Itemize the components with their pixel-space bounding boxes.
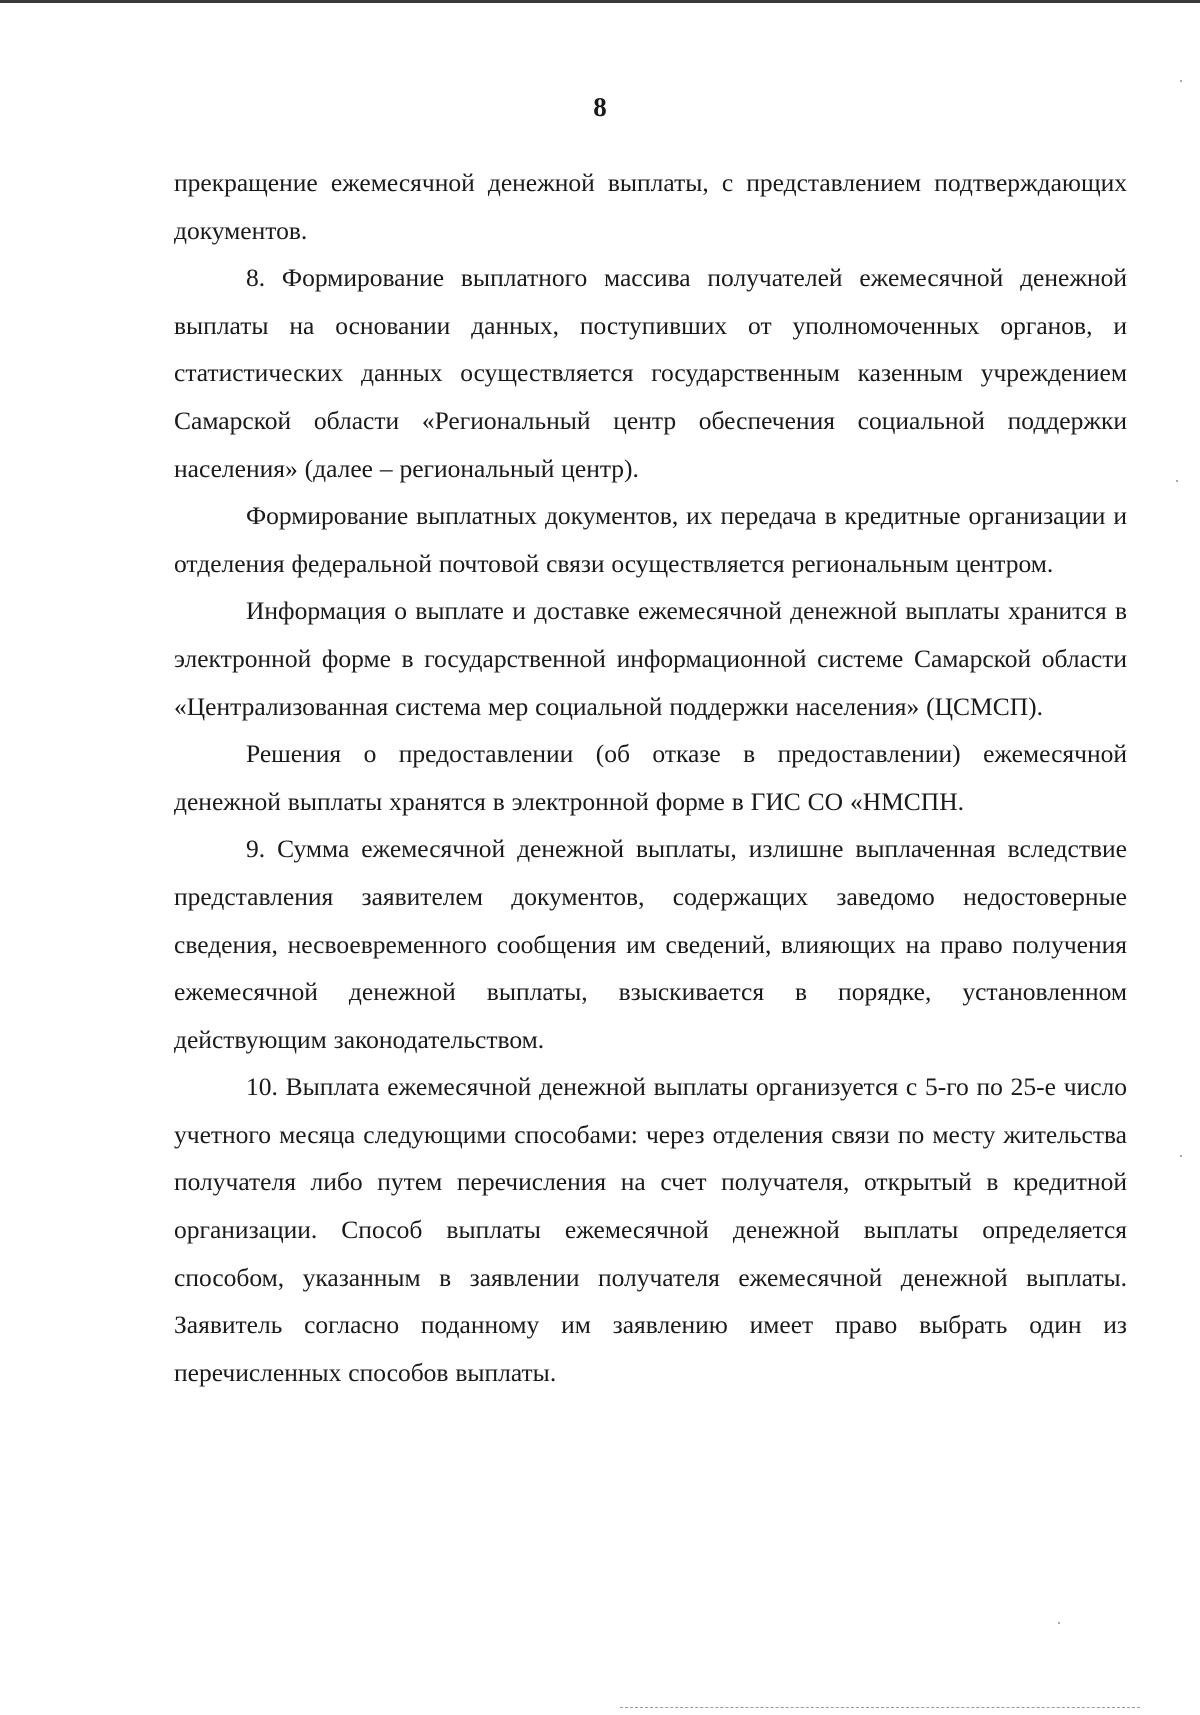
- page-bottom-edge: [620, 1707, 1140, 1709]
- document-body: [174, 159, 1127, 1396]
- page-top-border: [0, 0, 1200, 3]
- scan-speck: [1180, 1155, 1182, 1157]
- paragraph-continuation: прекращение ежемесячной денежной выплаты, с представлением подтверждающих документов.: [174, 168, 1127, 245]
- paragraph-item-8: 8. Формирование выплатного массива получателей ежемесячной денежной выплаты на основании данных, поступивших от уполномоченных органов, и статистических данных осуществляется государственным казенным учреждением Самарской области «Региональный центр обеспечения социальной поддержки населения» (далее – региональный центр).: [174, 263, 1127, 483]
- scan-speck: [1058, 1622, 1060, 1624]
- paragraph-decisions-storage: Решения о предоставлении (об отказе в предоставлении) ежемесячной денежной выплаты хранятся в электронной форме в ГИС СО «НМСПН.: [174, 739, 1127, 816]
- paragraph-item-10: 10. Выплата ежемесячной денежной выплаты организуется с 5-го по 25-е число учетного месяца следующими способами: через отделения связи по месту жительства получателя либо путем перечисления на счет получателя, открытый в кредитной организации. Способ выплаты ежемесячной денежной выплаты определяется способом, указанным в заявлении получателя ежемесячной денежной выплаты. Заявитель согласно поданному им заявлению имеет право выбрать один из перечисленных способов выплаты.: [174, 1072, 1127, 1387]
- paragraph-payment-information: Информация о выплате и доставке ежемесячной денежной выплаты хранится в электронной форме в государственной информационной системе Самарской области «Централизованная система мер социальной поддержки населения» (ЦСМСП).: [174, 596, 1127, 721]
- paragraph-item-9: 9. Сумма ежемесячной денежной выплаты, излишне выплаченная вследствие представления заявителем документов, содержащих заведомо недостоверные сведения, несвоевременного сообщения им сведений, влияющих на право получения ежемесячной денежной выплаты, взыскивается в порядке, установленном действующим законодательством.: [174, 834, 1127, 1054]
- page-number: 8: [593, 92, 607, 122]
- scan-speck: [1176, 480, 1178, 482]
- paragraph-payment-documents: Формирование выплатных документов, их передача в кредитные организации и отделения федеральной почтовой связи осуществляется региональным центром.: [174, 501, 1127, 578]
- scan-speck: [1180, 80, 1182, 82]
